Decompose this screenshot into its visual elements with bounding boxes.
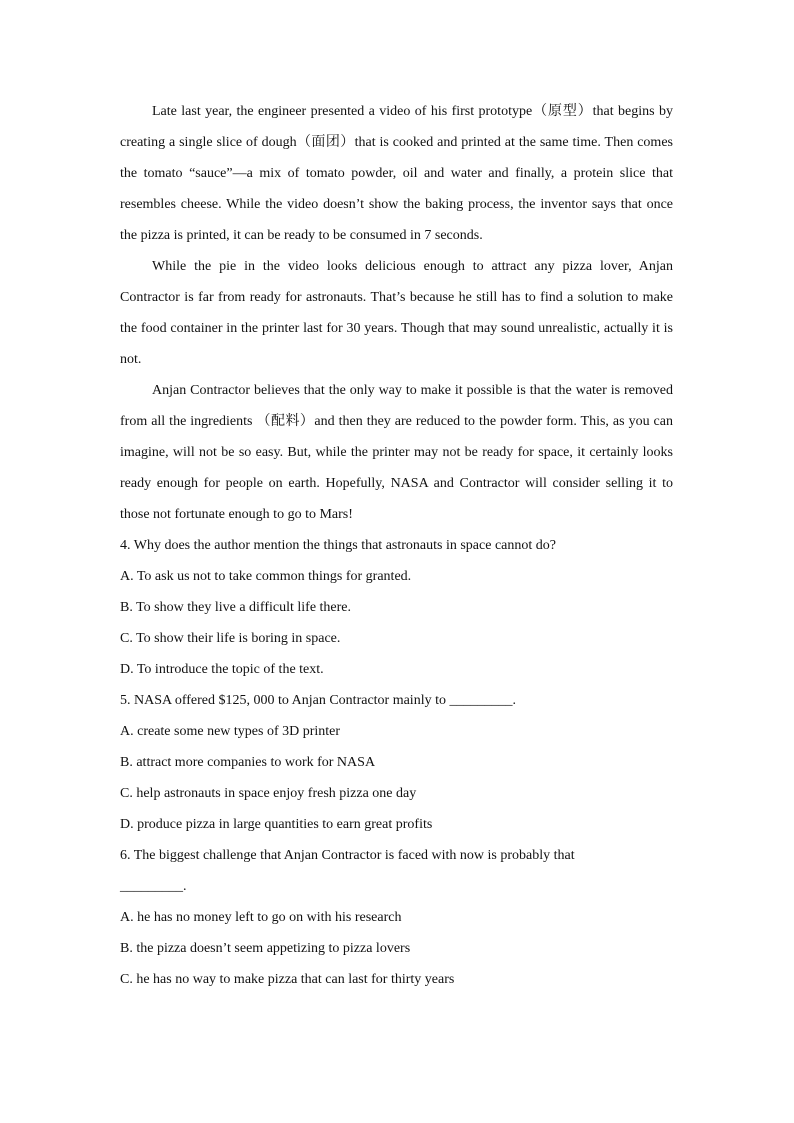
option-d: D. To introduce the topic of the text.: [120, 662, 324, 677]
option-c: C. To show their life is boring in space.: [120, 631, 341, 646]
option-c: C. help astronauts in space enjoy fresh pizza one day: [120, 786, 417, 801]
option-b: B. attract more companies to work for NASA: [120, 755, 376, 770]
option-b: B. the pizza doesn’t seem appetizing to pizza lovers: [120, 941, 411, 956]
question-answer-blank: _________.: [120, 879, 187, 894]
question-5: [120, 685, 673, 840]
option-c: C. he has no way to make pizza that can last for thirty years: [120, 972, 455, 987]
option-a: A. he has no money left to go on with his research: [120, 910, 402, 925]
passage-paragraph-1: Late last year, the engineer presented a video of his first prototype（原型）that begins by creating a single slice of dough（面团）that is cooked and printed at the same time. Then comes the tomato “sauce”—a mix of tomato powder, oil and water and finally, a protein slice that resembles cheese. While the video doesn’t show the baking process, the inventor says that once the pizza is printed, it can be ready to be consumed in 7 seconds.: [120, 104, 673, 243]
option-d: D. produce pizza in large quantities to earn great profits: [120, 817, 433, 832]
option-a: A. create some new types of 3D printer: [120, 724, 341, 739]
option-a: A. To ask us not to take common things for granted.: [120, 569, 412, 584]
question-stem: 6. The biggest challenge that Anjan Contractor is faced with now is probably that: [120, 848, 575, 863]
passage-paragraph-2: While the pie in the video looks delicious enough to attract any pizza lover, Anjan Contractor is far from ready for astronauts. That’s because he still has to find a solution to make the food container in the printer last for 30 years. Though that may sound unrealistic, actually it is not.: [120, 259, 673, 367]
question-stem: 5. NASA offered $125, 000 to Anjan Contractor mainly to _________.: [120, 693, 516, 708]
option-b: B. To show they live a difficult life there.: [120, 600, 352, 615]
passage-paragraph-3: Anjan Contractor believes that the only way to make it possible is that the water is removed from all the ingredients （配料）and then they are reduced to the powder form. This, as you can imagine, will not be so easy. But, while the printer may not be ready for space, it certainly looks ready enough for people on earth. Hopefully, NASA and Contractor will consider selling it to those not fortunate enough to go to Mars!: [120, 383, 673, 522]
question-stem: 4. Why does the author mention the things that astronauts in space cannot do?: [120, 538, 556, 553]
question-6: [120, 840, 673, 995]
question-4: [120, 530, 673, 685]
